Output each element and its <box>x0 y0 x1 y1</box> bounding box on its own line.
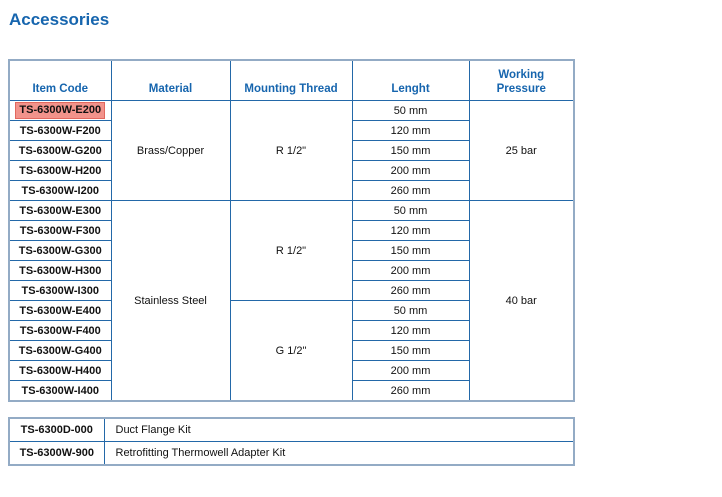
item-code-cell: TS-6300W-900 <box>9 442 104 466</box>
item-code-cell: TS-6300W-E300 <box>9 201 111 221</box>
length-cell: 120 mm <box>352 321 469 341</box>
length-cell: 200 mm <box>352 161 469 181</box>
mounting-thread-cell: G 1/2" <box>230 301 352 402</box>
kits-table <box>8 417 575 466</box>
length-cell: 120 mm <box>352 221 469 241</box>
item-code-cell: TS-6300W-E400 <box>9 301 111 321</box>
working-pressure-cell: 40 bar <box>469 201 574 402</box>
item-code-cell: TS-6300D-000 <box>9 418 104 442</box>
column-header-material: Material <box>111 60 230 101</box>
length-cell: 50 mm <box>352 201 469 221</box>
highlighted-item-code: TS-6300W-E200 <box>15 102 105 119</box>
kit-description-cell: Duct Flange Kit <box>104 418 574 442</box>
column-header-working-pressure: Working Pressure <box>469 60 574 101</box>
length-cell: 200 mm <box>352 261 469 281</box>
table-row <box>9 418 574 442</box>
header-row <box>9 60 574 101</box>
material-cell: Stainless Steel <box>111 201 230 402</box>
kit-description-cell: Retrofitting Thermowell Adapter Kit <box>104 442 574 466</box>
item-code-cell: TS-6300W-H200 <box>9 161 111 181</box>
table-row <box>9 442 574 466</box>
item-code-cell: TS-6300W-F200 <box>9 121 111 141</box>
length-cell: 150 mm <box>352 241 469 261</box>
item-code-cell: TS-6300W-H400 <box>9 361 111 381</box>
accessories-table <box>8 59 575 402</box>
item-code-cell: TS-6300W-F300 <box>9 221 111 241</box>
length-cell: 50 mm <box>352 101 469 121</box>
length-cell: 50 mm <box>352 301 469 321</box>
length-cell: 260 mm <box>352 181 469 201</box>
length-cell: 200 mm <box>352 361 469 381</box>
accessories-title: Accessories <box>9 10 110 29</box>
item-code-cell: TS-6300W-F400 <box>9 321 111 341</box>
item-code-cell: TS-6300W-G300 <box>9 241 111 261</box>
column-header-item-code: Item Code <box>9 60 111 101</box>
item-code-cell: TS-6300W-I400 <box>9 381 111 402</box>
length-cell: 260 mm <box>352 281 469 301</box>
mounting-thread-cell: R 1/2" <box>230 201 352 301</box>
column-header-mounting-thread: Mounting Thread <box>230 60 352 101</box>
working-pressure-cell: 25 bar <box>469 101 574 201</box>
length-cell: 150 mm <box>352 141 469 161</box>
item-code-cell: TS-6300W-H300 <box>9 261 111 281</box>
item-code-cell: TS-6300W-I300 <box>9 281 111 301</box>
length-cell: 150 mm <box>352 341 469 361</box>
accessories-table-header <box>9 60 574 101</box>
table-row <box>9 201 574 221</box>
item-code-cell <box>9 101 111 121</box>
length-cell: 260 mm <box>352 381 469 402</box>
item-code-cell: TS-6300W-G200 <box>9 141 111 161</box>
item-code-cell: TS-6300W-G400 <box>9 341 111 361</box>
kits-table-body <box>9 418 574 465</box>
mounting-thread-cell: R 1/2" <box>230 101 352 201</box>
accessories-table-body <box>9 101 574 402</box>
table-row <box>9 101 574 121</box>
material-cell: Brass/Copper <box>111 101 230 201</box>
column-header-lenght: Lenght <box>352 60 469 101</box>
item-code-cell: TS-6300W-I200 <box>9 181 111 201</box>
length-cell: 120 mm <box>352 121 469 141</box>
